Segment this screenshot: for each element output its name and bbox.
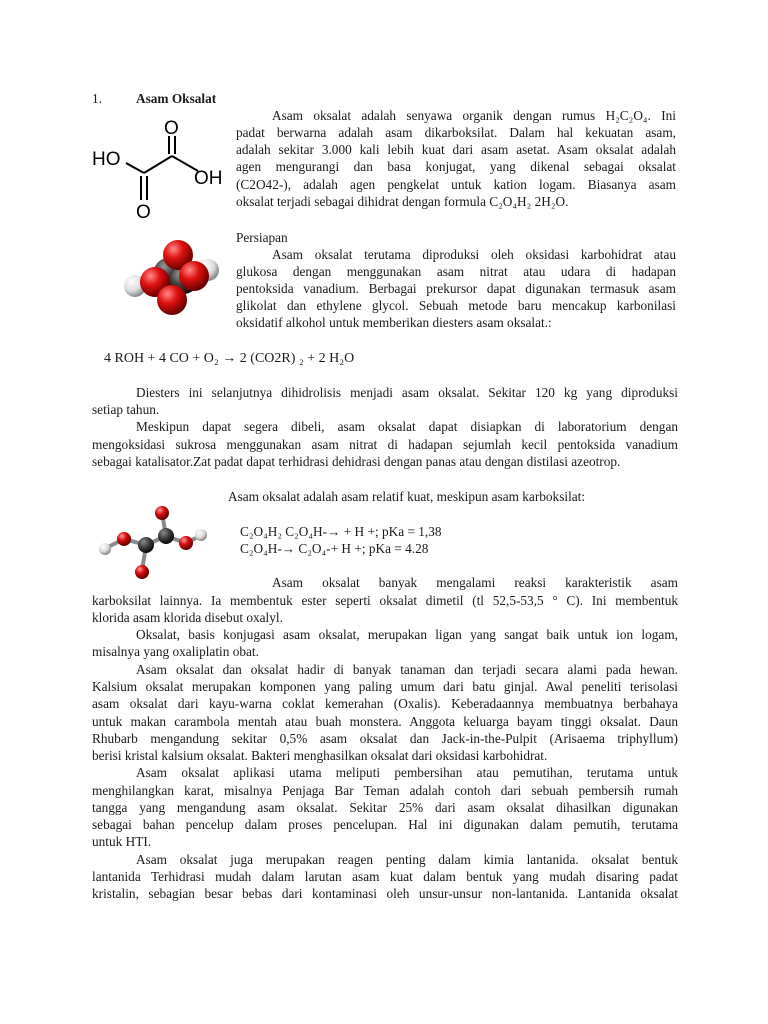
aplikasi-line-1: Asam oksalat aplikasi utama meliputi pembersihan atau pemutihan, terutama untuk [136, 765, 678, 780]
tanaman-line-5: Rhubarb mengandung sekitar 0,5% asam oksalat dan Jack-in-the-Pulpit (Arisaema triphyllum) [92, 731, 678, 746]
intro-line-2: padat berwarna adalah asam dikarboksilat. Dalam hal kekuatan asam, [236, 125, 676, 140]
persiapan-line-4: glikolat dan ethylene glycol. Sebuah metode baru mencakup karbonilasi [236, 298, 676, 313]
oxalic-acid-space-filling-model-image [122, 236, 232, 316]
diesters-line-2: setiap tahun. [92, 402, 160, 417]
aplikasi-line-4: sebagai bahan pencelup dalam proses pencelupan. Hal ini digunakan dalam pemutih, terutama [92, 817, 678, 832]
meskipun-line-3: sebagai katalisator.Zat padat dapat terhidrasi dehidrasi dengan panas atau dengan distilasi azeotrop. [92, 454, 621, 469]
aplikasi-line-3: tangga yang mengandung asam oksalat. Sekitar 25% dari asam oksalat dihasilkan digunakan [92, 800, 678, 815]
lantanida-line-1: Asam oksalat juga merupakan reagen penting dalam kimia lantanida. oksalat bentuk [136, 852, 678, 867]
structure-label-o-top: O [164, 118, 179, 139]
persiapan-line-1: Asam oksalat terutama diproduksi oleh oksidasi karbohidrat atau [272, 247, 676, 262]
acid-intro: Asam oksalat adalah asam relatif kuat, meskipun asam karboksilat: [228, 489, 586, 504]
tanaman-line-4: untuk makan carambola mentah atau buah monstera. Anggota keluarga bayam tinggi oksalat. Daun [92, 714, 678, 729]
intro-line-5: (C2O42-), adalah agen pengkelat untuk kation logam. Biasanya asam [236, 177, 676, 192]
tanaman-line-3: asam oksalat dari kayu-warna coklat kemerahan (Oxalis). Keberadaannya membuatnya berbahaya [92, 696, 678, 711]
structure-label-oh: OH [194, 168, 223, 189]
intro-line-4: agen mengurangi dan basa konjugat, yang dikenal sebagai oksalat [236, 159, 676, 174]
section-title: Asam Oksalat [136, 91, 217, 106]
oxalic-acid-structure-image [88, 116, 238, 226]
structure-label-ho: HO [92, 149, 121, 170]
persiapan-title: Persiapan [236, 230, 288, 245]
reaction-equation: 4 ROH + 4 CO + O₂ → 2 (CO2R) ₂ + 2 H₂O [104, 351, 355, 366]
intro-line-1: Asam oksalat adalah senyawa organik dengan rumus H₂C₂O₄. Ini [272, 108, 676, 123]
tanaman-line-2: Kalsium oksalat merupakan komponen yang paling umum dari batu ginjal. Awal peneliti terisolasi [92, 679, 678, 694]
meskipun-line-1: Meskipun dapat segera dibeli, asam oksalat dapat disiapkan di laboratorium dengan [136, 419, 678, 434]
reaksi-line-1: Asam oksalat banyak mengalami reaksi karakteristik asam [272, 575, 678, 590]
reaksi-line-3: klorida asam klorida disebut oxalyl. [92, 610, 283, 625]
ligan-line-2: misalnya yang oxaliplatin obat. [92, 644, 259, 659]
equation-2: C₂O₄H-→ C₂O₄-+ H +; pKa = 4.28 [240, 541, 429, 556]
ligan-line-1: Oksalat, basis konjugasi asam oksalat, merupakan ligan yang sangat baik untuk ion logam, [136, 627, 678, 642]
aplikasi-line-5: untuk HTI. [92, 834, 152, 849]
lantanida-line-3: kristalin, sebagian besar bebas dari kontaminasi oleh unsur-unsur non-lantanida. Lantanida oksalat [92, 886, 678, 901]
equation-1: C₂O₄H₂ C₂O₄H-→ + H +; pKa = 1,38 [240, 524, 442, 539]
section-number: 1. [92, 91, 102, 106]
lantanida-line-2: lantanida Terhidrasi mudah dalam larutan asam kuat dalam bentuk yang mudah disaring padat [92, 869, 678, 884]
aplikasi-line-2: menghilangkan karat, misalnya Penjaga Bar Teman adalah contoh dari sebuah pembersih rumah [92, 783, 678, 798]
intro-line-3: adalah sekitar 3.000 kali lebih kuat dari asam asetat. Asam oksalat adalah [236, 142, 676, 157]
diesters-line-1: Diesters ini selanjutnya dihidrolisis menjadi asam oksalat. Sekitar 120 kg yang diproduksi [136, 385, 678, 400]
tanaman-line-6: berisi kristal kalsium oksalat. Bakteri menghasilkan oksalat dari oksidasi karbohidrat. [92, 748, 548, 763]
intro-line-6: oksalat terjadi sebagai dihidrat dengan formula C₂O₄H₂ 2H₂O. [236, 194, 569, 209]
reaksi-line-2: karboksilat lainnya. Ia membentuk ester seperti oksalat dimetil (tl 52,5-53,5 ° C). Ini membentuk [92, 593, 678, 608]
persiapan-line-5: oksidatif alkohol untuk memberikan diesters asam oksalat.: [236, 315, 552, 330]
oxalic-acid-ball-and-stick-image [96, 503, 216, 583]
persiapan-line-3: pentoksida vanadium. Berbagai prekursor dapat digunakan termasuk asam [236, 281, 676, 296]
meskipun-line-2: mengoksidasi sukrosa menggunakan asam nitrat di hadapan sejumlah kecil pentoksida vanadium [92, 437, 678, 452]
tanaman-line-1: Asam oksalat dan oksalat hadir di banyak tanaman dan terjadi secara alami pada hewan. [136, 662, 678, 677]
structure-label-o-bottom: O [136, 202, 151, 223]
persiapan-line-2: glukosa dengan menggunakan asam nitrat atau udara di hadapan [236, 264, 676, 279]
